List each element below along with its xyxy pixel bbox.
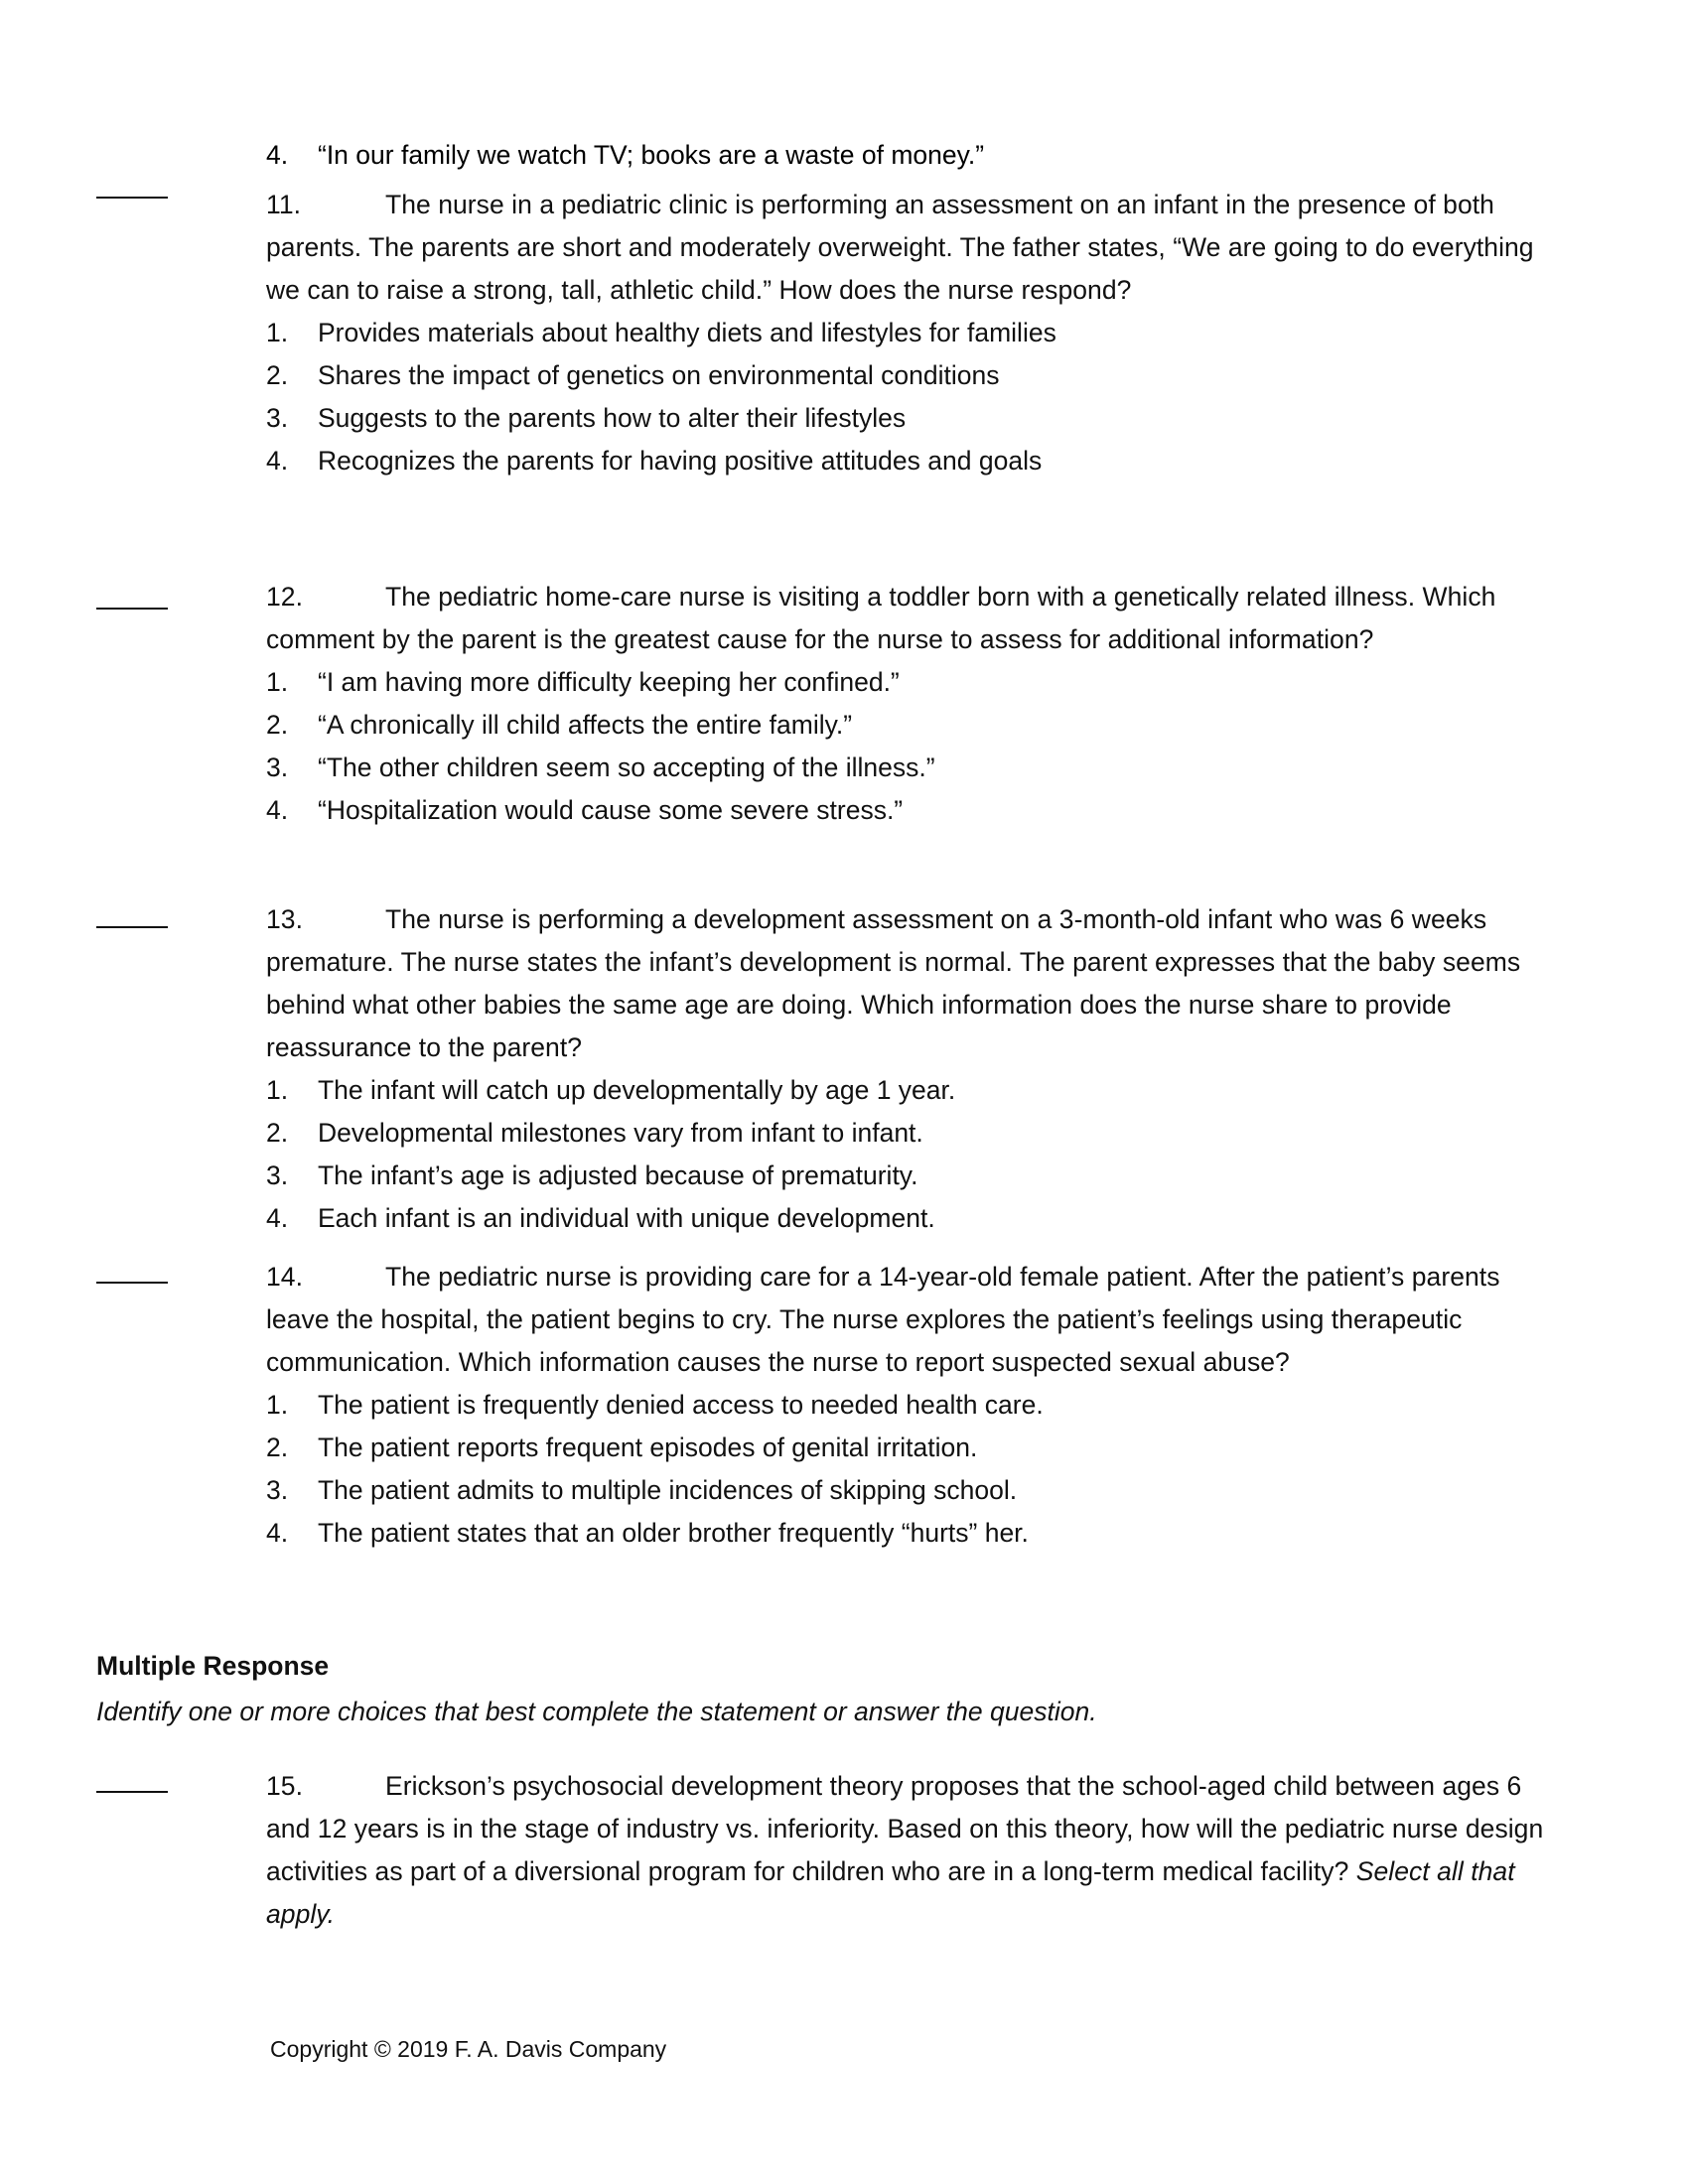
option-number: 4. [266, 795, 289, 825]
option-number: 2. [266, 360, 289, 390]
list-item[interactable] [266, 747, 1557, 789]
list-item[interactable] [266, 354, 1557, 397]
option-number: 3. [266, 752, 289, 782]
option-number: 4. [266, 1518, 289, 1548]
answer-blank-q12[interactable] [96, 600, 186, 617]
option-text: Recognizes the parents for having positive attitudes and goals [318, 446, 1043, 476]
question-12 [266, 576, 1557, 832]
question-number: 11. [266, 190, 302, 219]
question-stem [266, 1765, 1557, 1936]
option-text: “The other children seem so accepting of the illness.” [318, 752, 935, 782]
question-15 [266, 1765, 1557, 1936]
blank-underline [96, 1790, 168, 1793]
orphan-option-list [266, 134, 1557, 177]
section-heading: Multiple Response [96, 1651, 330, 1681]
answer-blank-q15[interactable] [96, 1783, 186, 1801]
blank-underline [96, 1281, 168, 1284]
option-list-q12 [266, 661, 1557, 832]
option-number: 4. [266, 140, 289, 170]
list-item[interactable] [266, 440, 1557, 482]
question-stem-text: The pediatric nurse is providing care for a 14-year-old female patient. After the patient’s parents leave the hospital, the patient begins to cry. The nurse explores the patient’s feelings using therapeutic communication. Which information causes the nurse to report suspected sexual abuse? [266, 1262, 1500, 1377]
orphan-option [266, 134, 1557, 177]
option-list-q11 [266, 312, 1557, 482]
question-stem-text: The nurse in a pediatric clinic is performing an assessment on an infant in the presence of both parents. The parents are short and moderately overweight. The father states, “We are going to do everything we can to raise a strong, tall, athletic child.” How does the nurse respond? [266, 190, 1534, 305]
option-number: 4. [266, 446, 289, 476]
blank-underline [96, 196, 168, 199]
option-list-q14 [266, 1384, 1557, 1555]
question-stem-text: Erickson’s psychosocial development theory proposes that the school-aged child between ages 6 and 12 years is in the stage of industry vs. inferiority. Based on this theory, how will the pediatric nurse design activities as part of a diversional program for children who are in a long-term medical facility? [266, 1771, 1544, 1886]
answer-blank-q14[interactable] [96, 1274, 186, 1292]
option-number: 1. [266, 318, 289, 347]
option-text: Suggests to the parents how to alter their lifestyles [318, 403, 907, 433]
list-item[interactable] [266, 312, 1557, 354]
option-text: “In our family we watch TV; books are a waste of money.” [318, 140, 985, 170]
footer-copyright: Copyright © 2019 F. A. Davis Company [270, 2036, 667, 2062]
option-number: 2. [266, 710, 289, 740]
option-text: The infant will catch up developmentally by age 1 year. [318, 1075, 956, 1105]
option-number: 2. [266, 1433, 289, 1462]
question-stem [266, 184, 1557, 312]
option-text: “I am having more difficulty keeping her confined.” [318, 667, 900, 697]
option-text: The patient states that an older brother frequently “hurts” her. [318, 1518, 1029, 1548]
list-item [266, 134, 1557, 177]
list-item[interactable] [266, 661, 1557, 704]
option-number: 3. [266, 403, 289, 433]
option-number: 3. [266, 1475, 289, 1505]
option-number: 3. [266, 1160, 289, 1190]
list-item[interactable] [266, 1197, 1557, 1240]
option-text: “A chronically ill child affects the entire family.” [318, 710, 853, 740]
question-stem [266, 576, 1557, 661]
option-number: 1. [266, 1075, 289, 1105]
list-item[interactable] [266, 1069, 1557, 1112]
list-item[interactable] [266, 1512, 1557, 1555]
question-number: 14. [266, 1262, 303, 1292]
list-item[interactable] [266, 789, 1557, 832]
option-number: 1. [266, 667, 289, 697]
option-list-q13 [266, 1069, 1557, 1240]
answer-blank-q13[interactable] [96, 918, 186, 936]
question-14 [266, 1256, 1557, 1555]
section-instruction: Identify one or more choices that best complete the statement or answer the question. [96, 1697, 1097, 1726]
blank-underline [96, 925, 168, 928]
option-text: The patient is frequently denied access to needed health care. [318, 1390, 1044, 1420]
option-text: “Hospitalization would cause some severe stress.” [318, 795, 904, 825]
option-text: Each infant is an individual with unique development. [318, 1203, 935, 1233]
option-text: Shares the impact of genetics on environmental conditions [318, 360, 1000, 390]
question-number: 13. [266, 904, 303, 934]
blank-underline [96, 607, 168, 610]
list-item[interactable] [266, 1384, 1557, 1427]
select-all-that-apply-note: Select all that apply. [266, 1856, 1515, 1929]
question-stem-text: The nurse is performing a development assessment on a 3-month-old infant who was 6 weeks premature. The nurse states the infant’s development is normal. The parent expresses that the baby seems behind what other babies the same age are doing. Which information does the nurse share to provide reassurance to the parent? [266, 904, 1521, 1062]
list-item[interactable] [266, 704, 1557, 747]
question-number: 15. [266, 1771, 303, 1801]
option-text: Developmental milestones vary from infant to infant. [318, 1118, 923, 1148]
option-text: The infant’s age is adjusted because of prematurity. [318, 1160, 918, 1190]
question-11 [266, 184, 1557, 482]
option-text: Provides materials about healthy diets and lifestyles for families [318, 318, 1056, 347]
option-number: 4. [266, 1203, 289, 1233]
question-number: 12. [266, 582, 303, 612]
option-text: The patient reports frequent episodes of genital irritation. [318, 1433, 978, 1462]
list-item[interactable] [266, 1155, 1557, 1197]
question-stem [266, 898, 1557, 1069]
list-item[interactable] [266, 1112, 1557, 1155]
list-item[interactable] [266, 397, 1557, 440]
answer-blank-q11[interactable] [96, 189, 186, 206]
option-number: 1. [266, 1390, 289, 1420]
list-item[interactable] [266, 1469, 1557, 1512]
list-item[interactable] [266, 1427, 1557, 1469]
option-text: The patient admits to multiple incidences of skipping school. [318, 1475, 1018, 1505]
option-number: 2. [266, 1118, 289, 1148]
question-stem-text: The pediatric home-care nurse is visiting a toddler born with a genetically related illness. Which comment by the parent is the greatest cause for the nurse to assess for additional information? [266, 582, 1496, 654]
question-13 [266, 898, 1557, 1240]
question-stem [266, 1256, 1557, 1384]
